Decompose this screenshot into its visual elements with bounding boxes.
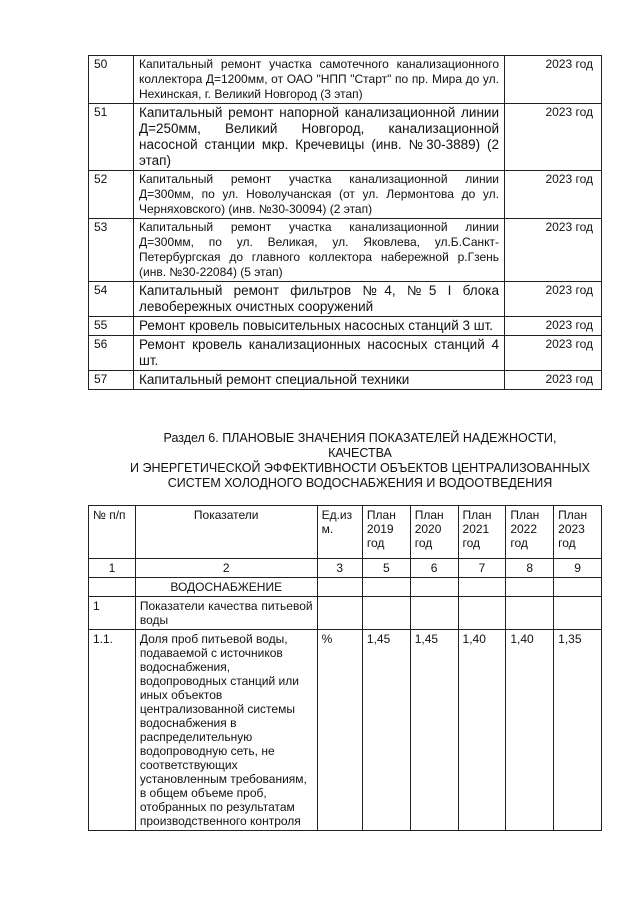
value-plan-2023: 1,35 — [554, 630, 602, 831]
row-year: 2023 год — [505, 219, 602, 282]
header-unit: Ед.из м. — [317, 506, 362, 559]
row-number: 54 — [89, 282, 134, 317]
value-plan-2021: 1,40 — [458, 630, 506, 831]
row-description: Капитальный ремонт специальной техники — [134, 371, 505, 390]
row-number: 52 — [89, 171, 134, 219]
row-year: 2023 год — [505, 56, 602, 104]
table-row — [89, 317, 602, 336]
row-year: 2023 год — [505, 371, 602, 390]
table-row — [89, 630, 602, 831]
indicators-header-row — [89, 506, 602, 559]
section-heading-line-3: СИСТЕМ ХОЛОДНОГО ВОДОСНАБЖЕНИЯ И ВОДООТВЕДЕНИЯ — [167, 476, 553, 490]
colnum-9: 9 — [554, 559, 602, 578]
column-numbers-row — [89, 559, 602, 578]
row-number: 50 — [89, 56, 134, 104]
header-plan-2021: План 2021 год — [458, 506, 506, 559]
row-number: 53 — [89, 219, 134, 282]
table-row — [89, 56, 602, 104]
row-num: 1 — [89, 597, 136, 630]
row-year: 2023 год — [505, 104, 602, 171]
row-description: Ремонт кровель повысительных насосных станций 3 шт. — [134, 317, 505, 336]
table-row — [89, 597, 602, 630]
row-description: Ремонт кровель канализационных насосных станций 4 шт. — [134, 336, 505, 371]
row-year: 2023 год — [505, 317, 602, 336]
repair-works-table — [88, 55, 602, 390]
row-description: Капитальный ремонт фильтров №4, №5 I блока левобережных очистных сооружений — [134, 282, 505, 317]
colnum-1: 1 — [89, 559, 136, 578]
colnum-7: 7 — [458, 559, 506, 578]
header-plan-2023: План 2023 год — [554, 506, 602, 559]
table-row — [89, 371, 602, 390]
value-plan-2020: 1,45 — [410, 630, 458, 831]
colnum-6: 6 — [410, 559, 458, 578]
row-label: Доля проб питьевой воды, подаваемой с источников водоснабжения, водопроводных станций или иных объектов централизованной системы водоснабжения в распределительную водопроводную сеть, не соответствующих установленным требованиям, в общем объеме проб, отобранных по результатам производственного контроля — [135, 630, 317, 831]
header-plan-2020: План 2020 год — [410, 506, 458, 559]
row-year: 2023 год — [505, 336, 602, 371]
table-row — [89, 104, 602, 171]
row-description: Капитальный ремонт участка самотечного канализационного коллектора Д=1200мм, от ОАО "НПП "Старт" по пр. Мира до ул. Нехинская, г. Великий Новгород (3 этап) — [134, 56, 505, 104]
section-heading-line-2: И ЭНЕРГЕТИЧЕСКОЙ ЭФФЕКТИВНОСТИ ОБЪЕКТОВ ЦЕНТРАЛИЗОВАННЫХ — [130, 461, 590, 475]
section-label-water-supply: ВОДОСНАБЖЕНИЕ — [135, 578, 317, 597]
header-plan-2022: План 2022 год — [506, 506, 554, 559]
row-year: 2023 год — [505, 282, 602, 317]
table-row — [89, 282, 602, 317]
row-description: Капитальный ремонт участка канализационной линии Д=300мм, по ул. Новолучанская (от ул. Лермонтова до ул. Черняховского) (инв. №30-30094) (2 этап) — [134, 171, 505, 219]
table-row — [89, 219, 602, 282]
row-num: 1.1. — [89, 630, 136, 831]
table-row — [89, 336, 602, 371]
header-plan-2019: План 2019 год — [362, 506, 410, 559]
colnum-5: 5 — [362, 559, 410, 578]
colnum-2: 2 — [135, 559, 317, 578]
colnum-8: 8 — [506, 559, 554, 578]
value-plan-2022: 1,40 — [506, 630, 554, 831]
row-year: 2023 год — [505, 171, 602, 219]
row-description: Капитальный ремонт участка канализационной линии Д=300мм, по ул. Великая, ул. Яковлева, ул.Б.Санкт-Петербургская до главного коллектора набережной р.Гзень (инв. №30-22084) (5 этап) — [134, 219, 505, 282]
row-number: 55 — [89, 317, 134, 336]
header-indicators: Показатели — [135, 506, 317, 559]
row-label: Показатели качества питьевой воды — [135, 597, 317, 630]
section-heading — [130, 431, 590, 491]
table-row — [89, 171, 602, 219]
row-unit: % — [317, 630, 362, 831]
row-number: 56 — [89, 336, 134, 371]
section-heading-line-1: Раздел 6. ПЛАНОВЫЕ ЗНАЧЕНИЯ ПОКАЗАТЕЛЕЙ НАДЕЖНОСТИ, КАЧЕСТВА — [163, 431, 557, 460]
colnum-3: 3 — [317, 559, 362, 578]
header-num: № п/п — [89, 506, 136, 559]
row-description: Капитальный ремонт напорной канализационной линии Д=250мм, Великий Новгород, канализационной насосной станции мкр. Кречевицы (инв. №30-3889) (2 этап) — [134, 104, 505, 171]
row-number: 57 — [89, 371, 134, 390]
value-plan-2019: 1,45 — [362, 630, 410, 831]
row-number: 51 — [89, 104, 134, 171]
indicators-table — [88, 505, 602, 831]
section-label-row — [89, 578, 602, 597]
